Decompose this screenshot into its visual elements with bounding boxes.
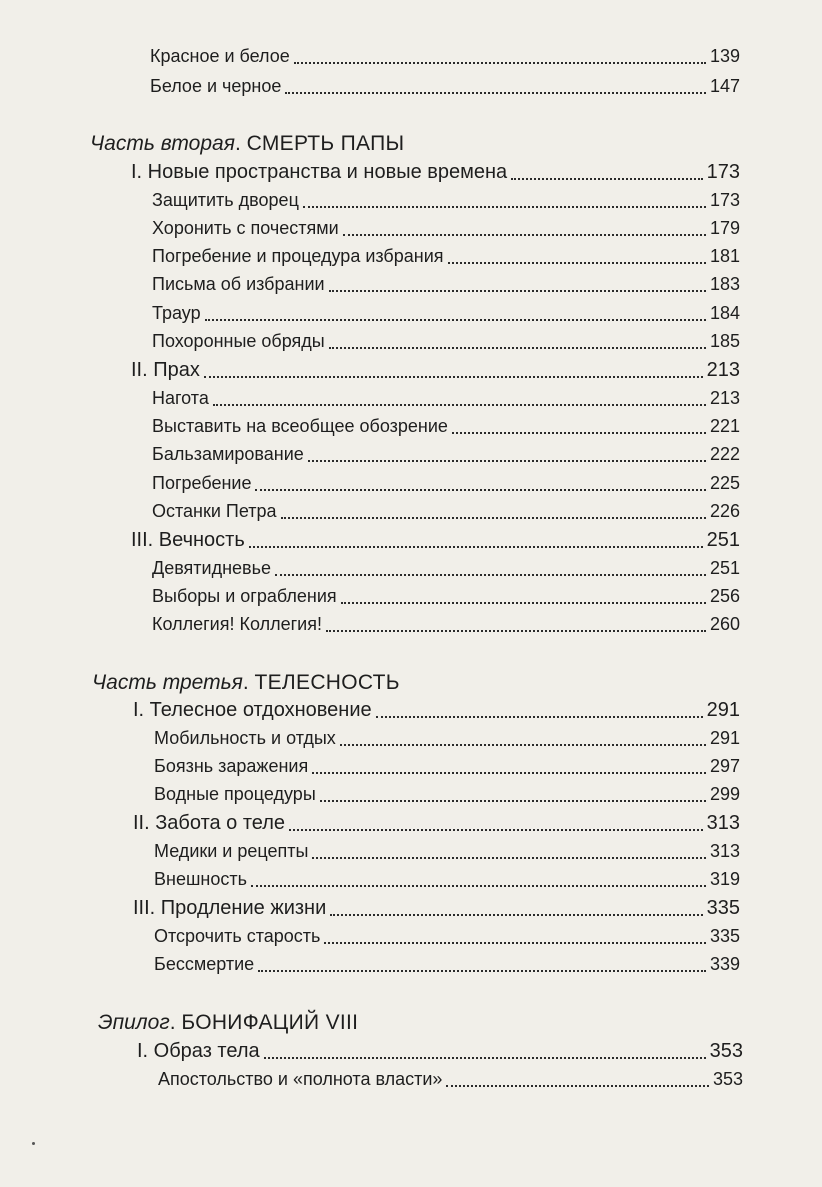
entry-label: III. Продление жизни — [133, 897, 327, 919]
entry-page-number: 353 — [712, 1069, 743, 1089]
entry-page-number: 221 — [709, 416, 740, 436]
toc-entry — [152, 187, 740, 213]
part-heading: Часть третья. ТЕЛЕСНОСТЬ — [92, 671, 400, 694]
entry-page-number: 299 — [709, 784, 740, 804]
toc-entry — [154, 866, 740, 892]
part-title: СМЕРТЬ ПАПЫ — [246, 132, 405, 155]
toc-entry — [152, 555, 740, 581]
toc-entry — [154, 781, 740, 807]
toc-entry — [158, 1066, 743, 1092]
entry-page-number: 139 — [709, 46, 740, 66]
dot-leader — [511, 178, 702, 180]
entry-label: Бальзамирование — [152, 444, 304, 464]
toc-entry — [137, 1038, 743, 1064]
dot-leader — [308, 460, 706, 462]
toc-entry — [133, 697, 740, 723]
dot-leader — [446, 1085, 709, 1087]
part-label: Часть вторая — [90, 132, 235, 155]
toc-entry — [154, 838, 740, 864]
toc-entry — [133, 895, 740, 921]
entry-page-number: 353 — [709, 1040, 743, 1062]
entry-page-number: 297 — [709, 756, 740, 776]
toc-entry — [152, 583, 740, 609]
entry-page-number: 291 — [709, 728, 740, 748]
dot-leader — [249, 546, 703, 548]
part-heading: Эпилог. БОНИФАЦИЙ VIII — [98, 1011, 359, 1034]
entry-label: Внешность — [154, 869, 247, 889]
entry-page-number: 335 — [706, 897, 740, 919]
entry-label: Белое и черное — [150, 76, 282, 96]
entry-label: Красное и белое — [150, 46, 290, 66]
entry-label: Мобильность и отдых — [154, 728, 336, 748]
entry-label: Девятидневье — [152, 558, 272, 578]
entry-label: Погребение — [152, 473, 252, 493]
paper-speck — [32, 1142, 35, 1145]
dot-leader — [275, 574, 706, 576]
entry-label: Защитить дворец — [152, 190, 299, 210]
toc-entry — [152, 243, 740, 269]
entry-label: Письма об избрании — [152, 274, 325, 294]
entry-label: II. Прах — [131, 359, 200, 381]
entry-page-number: 335 — [709, 926, 740, 946]
entry-page-number: 251 — [706, 529, 740, 551]
toc-entry — [154, 951, 740, 977]
entry-page-number: 173 — [706, 161, 740, 183]
dot-leader — [341, 602, 706, 604]
entry-page-number: 183 — [709, 274, 740, 294]
dot-leader — [448, 262, 706, 264]
entry-label: Медики и рецепты — [154, 841, 309, 861]
dot-leader — [324, 942, 706, 944]
entry-label: Бессмертие — [154, 954, 255, 974]
dot-leader — [312, 772, 706, 774]
part-label: Часть третья — [92, 671, 243, 694]
dot-leader — [294, 62, 706, 64]
entry-page-number: 184 — [709, 303, 740, 323]
dot-leader — [264, 1057, 706, 1059]
entry-label: Выставить на всеобщее обозрение — [152, 416, 448, 436]
dot-leader — [281, 517, 706, 519]
toc-entry — [131, 159, 740, 185]
entry-label: Апостольство и «полнота власти» — [158, 1069, 443, 1089]
toc-entry — [152, 498, 740, 524]
entry-page-number: 339 — [709, 954, 740, 974]
entry-label: Траур — [152, 303, 201, 323]
toc-entry — [152, 611, 740, 637]
dot-leader — [258, 970, 706, 972]
toc-entry — [152, 300, 740, 326]
part-title: ТЕЛЕСНОСТЬ — [254, 671, 400, 694]
entry-label: Погребение и процедура избрания — [152, 246, 444, 266]
toc-entry — [150, 43, 740, 69]
toc-entry — [152, 413, 740, 439]
entry-page-number: 181 — [709, 246, 740, 266]
entry-page-number: 147 — [709, 76, 740, 96]
dot-leader — [340, 744, 706, 746]
toc-entry — [152, 271, 740, 297]
entry-page-number: 213 — [706, 359, 740, 381]
toc-entry — [154, 725, 740, 751]
dot-leader — [320, 800, 706, 802]
part-heading: Часть вторая. СМЕРТЬ ПАПЫ — [90, 132, 405, 155]
dot-leader — [326, 630, 706, 632]
dot-leader — [205, 319, 706, 321]
entry-page-number: 173 — [709, 190, 740, 210]
entry-page-number: 179 — [709, 218, 740, 238]
entry-label: Водные процедуры — [154, 784, 316, 804]
toc-entry — [154, 753, 740, 779]
dot-leader — [343, 234, 706, 236]
entry-label: I. Образ тела — [137, 1040, 260, 1062]
dot-leader — [285, 92, 706, 94]
toc-entry — [131, 357, 740, 383]
dot-leader — [303, 206, 706, 208]
entry-page-number: 213 — [709, 388, 740, 408]
toc-entry — [133, 810, 740, 836]
dot-leader — [204, 376, 703, 378]
entry-label: II. Забота о теле — [133, 812, 286, 834]
entry-page-number: 222 — [709, 444, 740, 464]
dot-leader — [312, 857, 706, 859]
entry-label: Выборы и ограбления — [152, 586, 337, 606]
entry-page-number: 319 — [709, 869, 740, 889]
entry-label: I. Новые пространства и новые времена — [131, 161, 508, 183]
dot-leader — [329, 290, 706, 292]
entry-page-number: 291 — [706, 699, 740, 721]
dot-leader — [213, 404, 706, 406]
toc-entry — [150, 73, 740, 99]
entry-page-number: 226 — [709, 501, 740, 521]
entry-label: Похоронные обряды — [152, 331, 325, 351]
toc-entry — [152, 385, 740, 411]
dot-leader — [255, 489, 705, 491]
toc-entry — [152, 441, 740, 467]
toc-entry — [152, 470, 740, 496]
entry-page-number: 225 — [709, 473, 740, 493]
dot-leader — [289, 829, 703, 831]
entry-label: Хоронить с почестями — [152, 218, 339, 238]
dot-leader — [251, 885, 706, 887]
toc-entry — [131, 527, 740, 553]
dot-leader — [329, 347, 706, 349]
entry-label: Коллегия! Коллегия! — [152, 614, 322, 634]
entry-page-number: 256 — [709, 586, 740, 606]
toc-entry — [154, 923, 740, 949]
entry-label: III. Вечность — [131, 529, 245, 551]
entry-page-number: 313 — [709, 841, 740, 861]
toc-entry — [152, 328, 740, 354]
dot-leader — [452, 432, 706, 434]
entry-label: Боязнь заражения — [154, 756, 309, 776]
entry-page-number: 251 — [709, 558, 740, 578]
entry-page-number: 260 — [709, 614, 740, 634]
entry-page-number: 185 — [709, 331, 740, 351]
entry-label: Останки Петра — [152, 501, 277, 521]
entry-label: Отсрочить старость — [154, 926, 321, 946]
entry-label: I. Телесное отдохновение — [133, 699, 372, 721]
entry-label: Нагота — [152, 388, 209, 408]
part-label: Эпилог — [98, 1011, 170, 1034]
part-title: БОНИФАЦИЙ VIII — [181, 1011, 359, 1034]
dot-leader — [330, 914, 702, 916]
toc-entry — [152, 215, 740, 241]
entry-page-number: 313 — [706, 812, 740, 834]
dot-leader — [376, 716, 703, 718]
